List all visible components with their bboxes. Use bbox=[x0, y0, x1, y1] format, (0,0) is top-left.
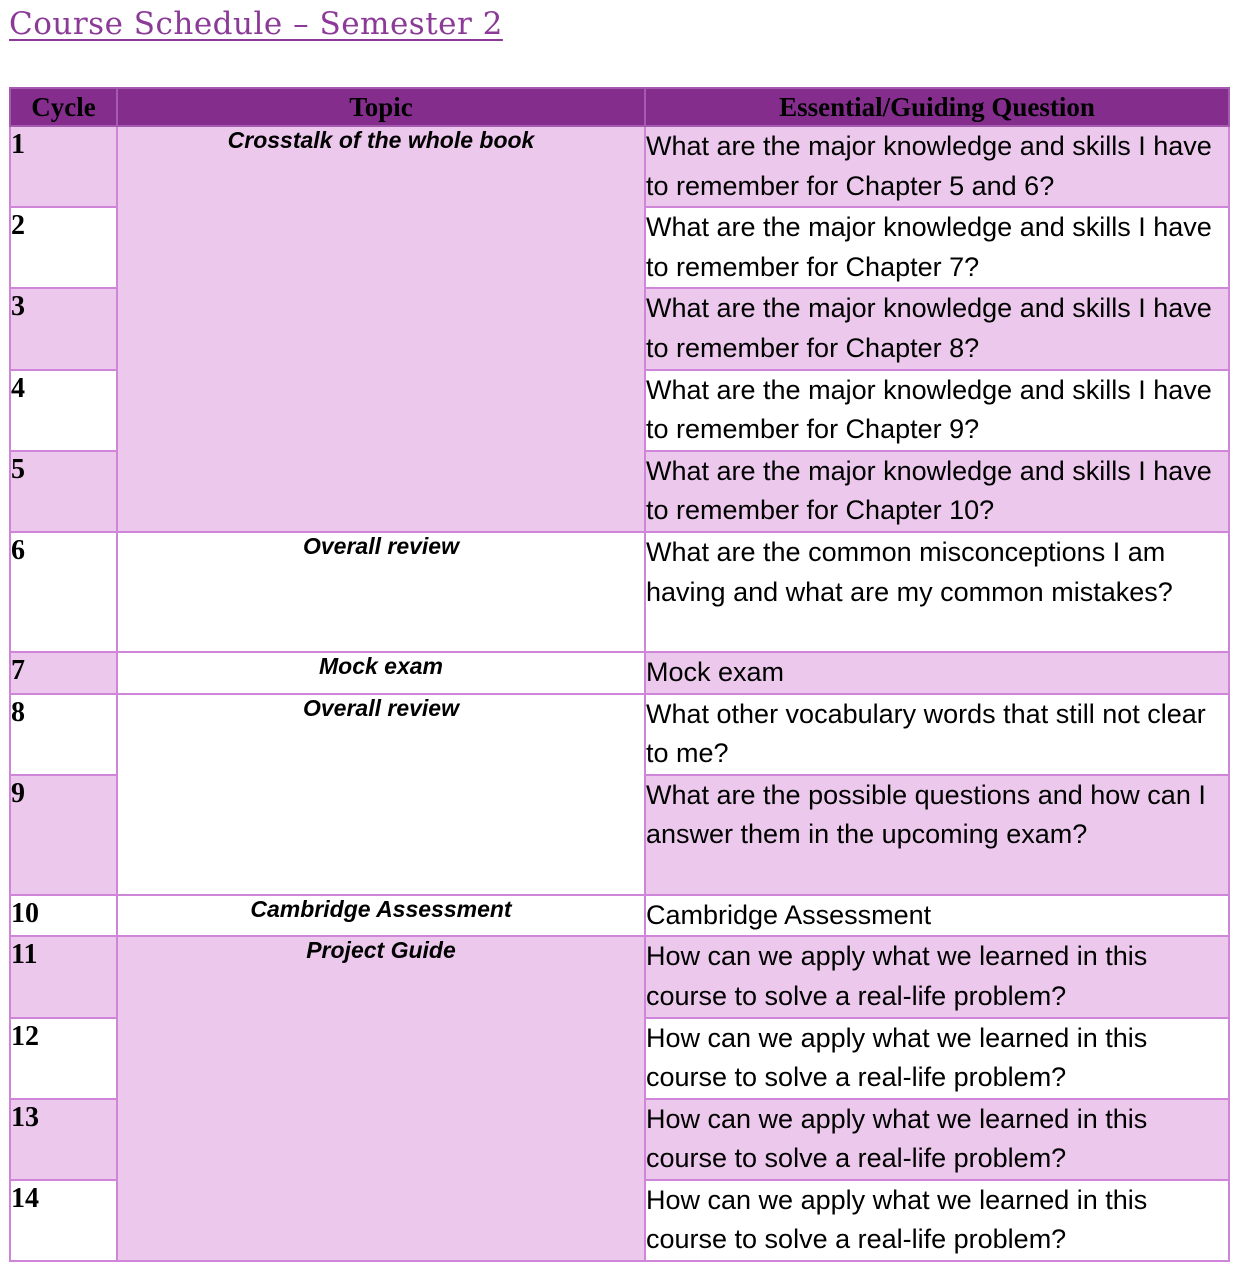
question-cell: How can we apply what we learned in this course to solve a real-life problem? bbox=[645, 1018, 1229, 1099]
cycle-cell: 8 bbox=[10, 694, 117, 775]
cycle-cell: 1 bbox=[10, 126, 117, 207]
question-cell: What other vocabulary words that still not clear to me? bbox=[645, 694, 1229, 775]
table-row bbox=[10, 652, 1229, 694]
question-cell: How can we apply what we learned in this course to solve a real-life problem? bbox=[645, 936, 1229, 1017]
cycle-cell: 3 bbox=[10, 288, 117, 369]
header-topic: Topic bbox=[117, 88, 645, 126]
cycle-cell: 9 bbox=[10, 775, 117, 895]
question-cell: Mock exam bbox=[645, 652, 1229, 694]
question-cell: What are the major knowledge and skills I have to remember for Chapter 9? bbox=[645, 370, 1229, 451]
header-question: Essential/Guiding Question bbox=[645, 88, 1229, 126]
table-row bbox=[10, 936, 1229, 1017]
cycle-cell: 4 bbox=[10, 370, 117, 451]
table-header-row bbox=[10, 88, 1229, 126]
topic-cell-overall-review-2: Overall review bbox=[117, 694, 645, 895]
course-schedule-table bbox=[9, 87, 1230, 1262]
table-row bbox=[10, 126, 1229, 207]
question-cell: What are the major knowledge and skills I have to remember for Chapter 8? bbox=[645, 288, 1229, 369]
cycle-cell: 11 bbox=[10, 936, 117, 1017]
question-cell: Cambridge Assessment bbox=[645, 895, 1229, 937]
document-title: Course Schedule – Semester 2 bbox=[9, 6, 503, 42]
cycle-cell: 13 bbox=[10, 1099, 117, 1180]
topic-cell-overall-review: Overall review bbox=[117, 532, 645, 652]
cycle-cell: 14 bbox=[10, 1180, 117, 1261]
topic-cell-project-guide: Project Guide bbox=[117, 936, 645, 1261]
cycle-cell: 6 bbox=[10, 532, 117, 652]
question-cell: What are the possible questions and how can I answer them in the upcoming exam? bbox=[645, 775, 1229, 895]
table-row bbox=[10, 694, 1229, 775]
cycle-cell: 12 bbox=[10, 1018, 117, 1099]
question-cell: How can we apply what we learned in this course to solve a real-life problem? bbox=[645, 1099, 1229, 1180]
header-cycle: Cycle bbox=[10, 88, 117, 126]
cycle-cell: 2 bbox=[10, 207, 117, 288]
cycle-cell: 5 bbox=[10, 451, 117, 532]
topic-cell-crosstalk: Crosstalk of the whole book bbox=[117, 126, 645, 532]
question-cell: What are the major knowledge and skills I have to remember for Chapter 7? bbox=[645, 207, 1229, 288]
cycle-cell: 10 bbox=[10, 895, 117, 937]
table-row bbox=[10, 895, 1229, 937]
question-cell: What are the major knowledge and skills I have to remember for Chapter 5 and 6? bbox=[645, 126, 1229, 207]
topic-cell-cambridge-assessment: Cambridge Assessment bbox=[117, 895, 645, 937]
question-cell: What are the major knowledge and skills I have to remember for Chapter 10? bbox=[645, 451, 1229, 532]
table-row bbox=[10, 532, 1229, 652]
question-cell: How can we apply what we learned in this course to solve a real-life problem? bbox=[645, 1180, 1229, 1261]
question-cell: What are the common misconceptions I am having and what are my common mistakes? bbox=[645, 532, 1229, 652]
topic-cell-mock-exam: Mock exam bbox=[117, 652, 645, 694]
cycle-cell: 7 bbox=[10, 652, 117, 694]
